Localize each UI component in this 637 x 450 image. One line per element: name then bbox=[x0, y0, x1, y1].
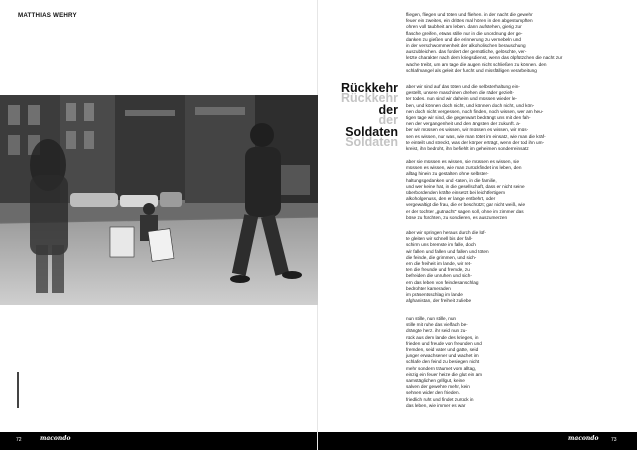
street-photo-illustration bbox=[0, 95, 318, 305]
title-line-2: der bbox=[378, 103, 398, 117]
title-line-1: Rückkehr bbox=[341, 81, 398, 95]
paragraph-1: fliegen, fliegen und töten und fliehen. in der nacht die gewehr feuer ein zweites, ein drittes mal hören in den abgestumpften ohren voll taubheit am leben. dann aufstehen, gierig zur flasche greifen, etwas stille nur in die unordnung der ge- danken zu gießen und die erinnerung zu vernebeln und in der verschwommenheit der alkoholischen berauschung auszubleichen. das fordert der gemütliche, gelöschte, ver- letzte charakter nach dem kriegsdienst, wenn das ölpfützchen die nacht zur wache treibt, um am tage die augen nicht schließen zu können. den schlafmangel als geleit der furcht und missfälligen verarbeitung bbox=[406, 12, 563, 73]
paragraph-4: aber wir springen heraus durch die lüf- te gleiten wir schnell bis der fall- schirm uns bremste im falle, doch wir fallen und fallen und fallen und töten die feinde, die grimmen, und sich- ern die freiheit im lande, wir ret- ten die freunde und fremde, zu befreiden die unruhen und sich- ern das leben von feindesanschlag bedrohter kameraden im präsentsschlag im lande afghanistan, der freiheit zuliebe bbox=[406, 230, 489, 304]
right-footer bbox=[318, 432, 637, 450]
author-name: MATTHIAS WEHRY bbox=[18, 12, 77, 19]
street-photo bbox=[0, 95, 318, 305]
paragraph-5: nun stille, nun stille, nun stille mit ruhe das vielfach be- drängte herz. ihr seid nun zu- rück aus dem lande des krieges, in frieden und freude von freunden und fremden, seid vater und gatte, seid junger erwachsener und wachet im schlafe den feind zu besiegen nicht mehr sondern träumet vom alltag, einzig ein feuer heize die glut ein am samstäglichen grillgut, keine salven der gewehre mehr, kein sehnen wider den frieden. friedlich ruht und findet zurück in das leben, wie immer es war bbox=[406, 316, 483, 408]
left-page bbox=[0, 0, 318, 450]
poem-title bbox=[318, 82, 398, 148]
title-line-3: Soldaten bbox=[345, 125, 398, 139]
title-line-1-ghost: Rückkehr bbox=[341, 91, 398, 105]
page-number-left: 72 bbox=[16, 437, 22, 443]
left-footer bbox=[0, 432, 317, 450]
brand-logo-left: macondo bbox=[40, 435, 71, 442]
paragraph-3: aber sie müssen es wissen, sie müssen es wissen, sie müssen es wissen, wie man zurückfindet ins leben, den alltag hinein zu gestalten ohne selbster- haltungsgedanken und -taten, in die familie, und wer keine hat, in die gesellschaft, dass er nicht seine überbordenden kräfte einsetzt bei leichtfertigem alkoholgenuss, den er lange entbehrt, oder vergewaltigt die frau, die er beschützt; gar nicht weiß, wie er der tochter „gutnacht" sagen soll, ohne im zimmer das böse zu fürchten, zu sondieren, es auszumerzen bbox=[406, 159, 526, 220]
page-number-right: 73 bbox=[611, 437, 617, 443]
title-line-3-ghost: Soldaten bbox=[345, 135, 398, 149]
right-page bbox=[318, 0, 637, 450]
paragraph-2: aber wir sind auf das töten und die selbsterhaltung ein- gestellt, unsere maschinen drehen die räder gezielt- ter todes. nun sind wir daheim und müssen wieder le- ben, und können doch nicht, und können doch nicht, und kön- nen doch nicht vergessen, noch finden, noch wissen, wer am heu- tigen tage wir sind, die gegenwart bedrängt uns mit den fah- nen der vergangenheit und den ängsten der zukunft. a- ber wir müssen es wissen, wir müssen es wissen, wir müs- sen es wissen, nur was, wie man tötet im einsatz, wie man die kräf- te einteilt und streckt, was der körper erträgt, wenn der tod ihn um- kreist, ihn bedroht, ihn befiehlt im geheimen sonderreinsatz bbox=[406, 84, 546, 152]
decorative-bar bbox=[17, 372, 19, 408]
title-line-2-ghost: der bbox=[378, 113, 398, 127]
brand-logo-right: macondo bbox=[568, 435, 599, 442]
